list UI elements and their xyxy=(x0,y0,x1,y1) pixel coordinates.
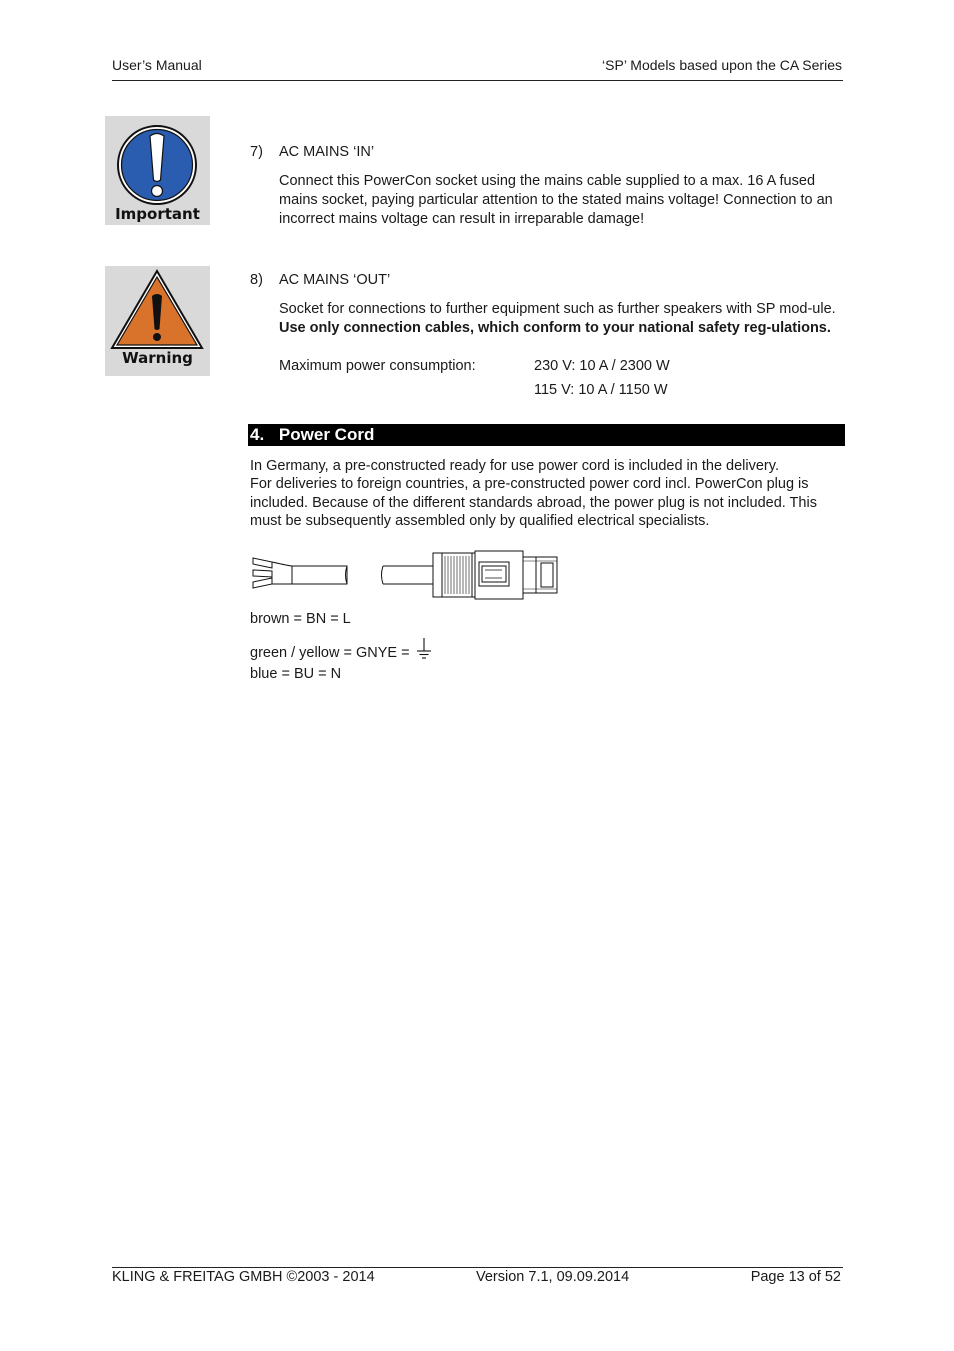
item8-text-plain: Socket for connections to further equipment such as further speakers with SP mod-ule. xyxy=(279,301,836,317)
section-title: Power Cord xyxy=(278,425,375,444)
section-para-2: For deliveries to foreign countries, a pre-constructed power cord incl. PowerCon plug is included. Because of the different standards abroad, the power plug is not included. This must be subsequently assembled only by qualified electrical specialists. xyxy=(250,476,817,529)
consumption-label: Maximum power consumption: xyxy=(279,358,476,374)
consumption-230v: 230 V: 10 A / 2300 W xyxy=(534,358,670,374)
footer-rule xyxy=(112,1267,843,1268)
section-number: 4. xyxy=(250,425,265,444)
header-right: ‘SP’ Models based upon the CA Series xyxy=(602,57,842,73)
consumption-115v: 115 V: 10 A / 1150 W xyxy=(534,382,668,398)
footer-version: Version 7.1, 09.09.2014 xyxy=(476,1269,630,1285)
wire-green-yellow-label: green / yellow = GNYE = xyxy=(250,645,410,661)
item8-title: AC MAINS ‘OUT’ xyxy=(279,272,391,288)
power-cord-illustration xyxy=(250,548,562,600)
section-heading xyxy=(248,424,845,446)
item8-text-bold: Use only connection cables, which conform to your national safety reg-ulations. xyxy=(279,320,831,336)
exclamation-circle-icon xyxy=(105,116,210,206)
footer-company: KLING & FREITAG GMBH ©2003 - 2014 xyxy=(112,1269,375,1285)
warning-label: Warning xyxy=(122,349,193,367)
item8-number: 8) xyxy=(250,272,263,288)
section-para-1: In Germany, a pre-constructed ready for use power cord is included in the delivery. xyxy=(250,458,779,474)
item7-number: 7) xyxy=(250,144,263,160)
item7-text: Connect this PowerCon socket using the mains cable supplied to a max. 16 A fused mains socket, paying particular attention to the stated mains voltage! Connection to an incorrect mains voltage can result in irreparable damage! xyxy=(279,173,833,227)
important-label: Important xyxy=(115,205,200,223)
header-rule xyxy=(112,80,843,81)
wire-blue: blue = BU = N xyxy=(250,666,342,682)
item8-text xyxy=(279,300,843,338)
header-left: User’s Manual xyxy=(112,57,202,73)
warning-icon-box xyxy=(105,266,210,376)
warning-triangle-icon xyxy=(105,266,210,352)
footer-page: Page 13 of 52 xyxy=(750,1269,841,1285)
important-icon-box xyxy=(105,116,210,225)
item7-title: AC MAINS ‘IN’ xyxy=(279,144,375,160)
earth-ground-icon xyxy=(416,638,432,662)
wire-green-yellow xyxy=(250,638,432,662)
wire-brown: brown = BN = L xyxy=(250,611,351,627)
